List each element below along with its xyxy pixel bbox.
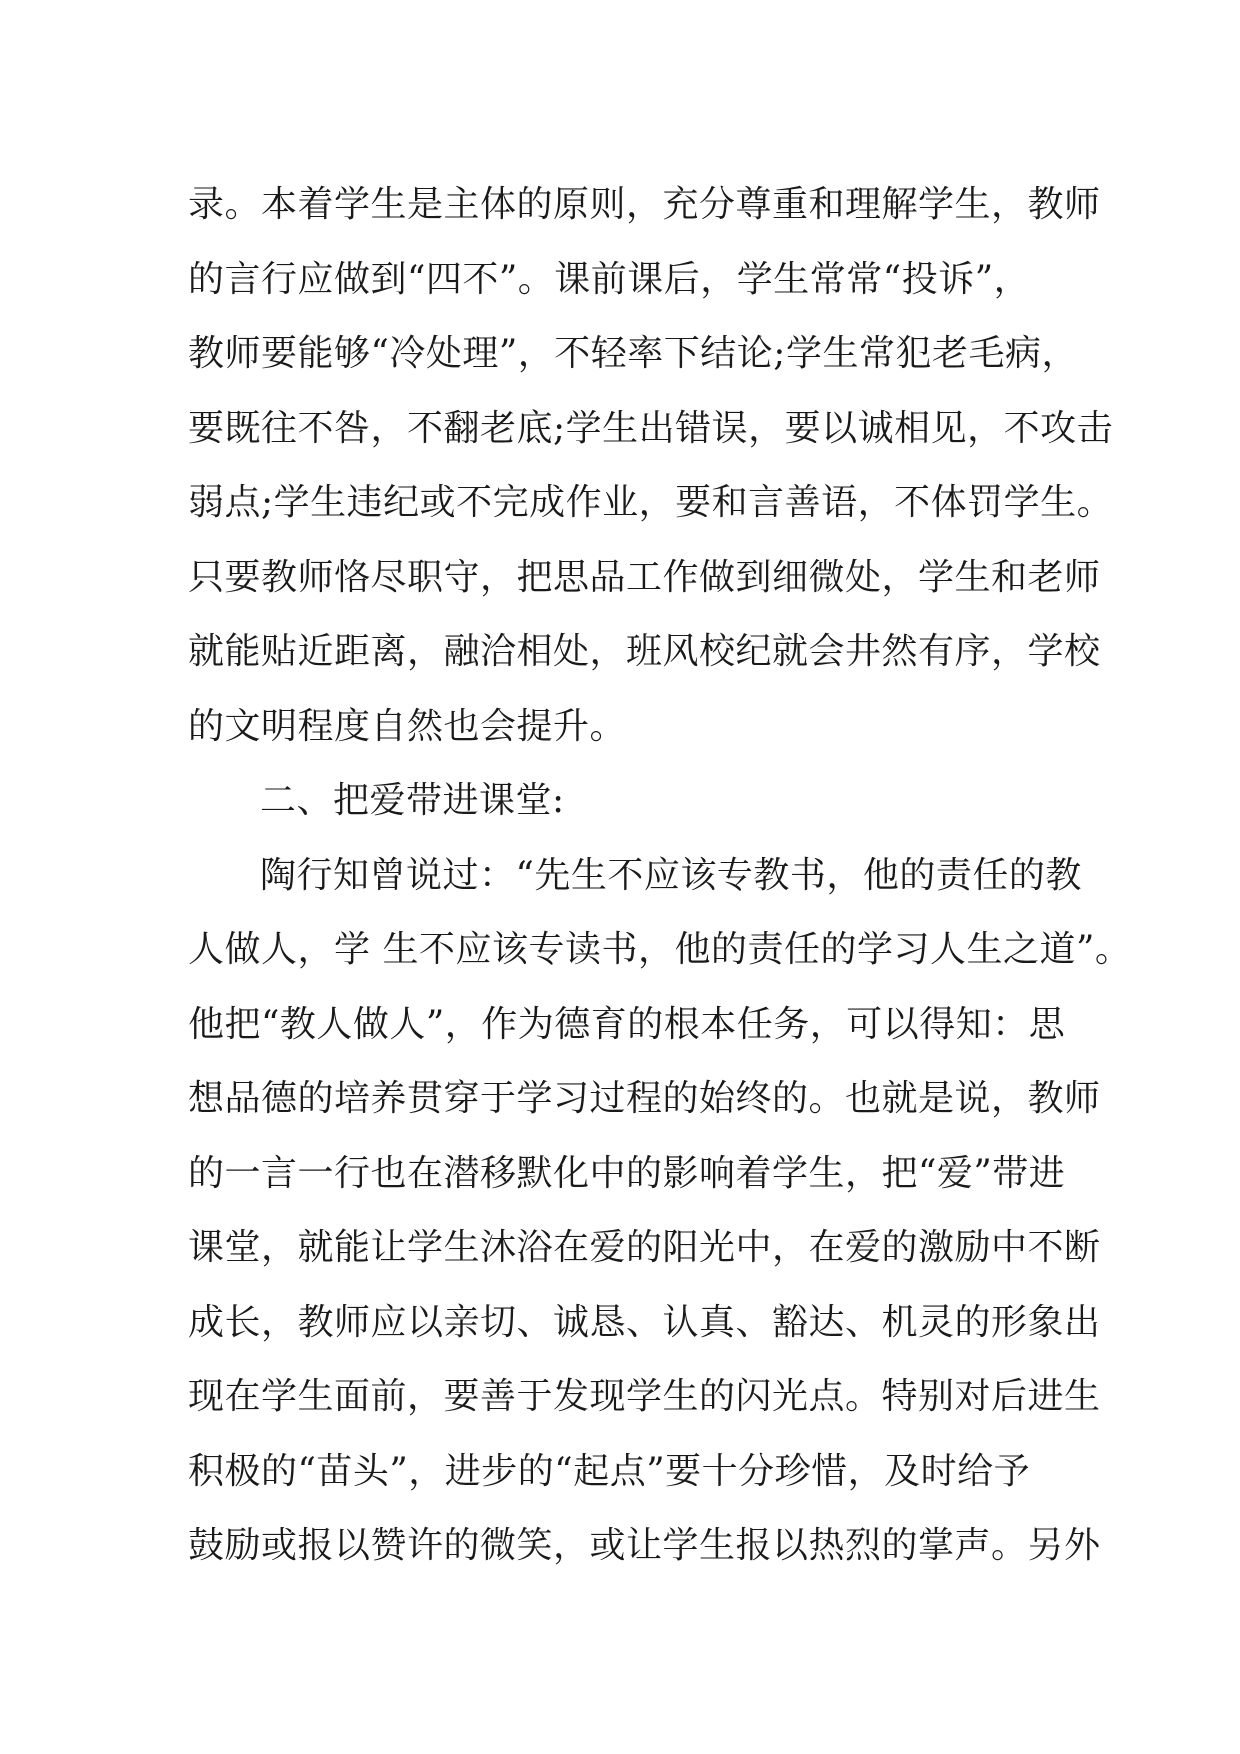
text-line: 弱点;学生违纪或不完成作业，要和言善语，不体罚学生。 — [188, 482, 1114, 523]
body-text — [188, 168, 1132, 1584]
text-line: 的文明程度自然也会提升。 — [188, 705, 627, 747]
text-line: 录。本着学生是主体的原则，充分尊重和理解学生，教师 — [188, 184, 1101, 225]
text-line: 成长，教师应以亲切、诚恳、认真、豁达、机灵的形象出 — [188, 1301, 1101, 1343]
text-line: 要既往不咎，不翻老底;学生出错误，要以诚相见，不攻击 — [188, 407, 1114, 449]
text-line: 积极的“苗头”，进步的“起点”要十分珍惜，及时给予 — [188, 1450, 1031, 1492]
text-line: 想品德的培养贯穿于学习过程的始终的。也就是说，教师 — [188, 1078, 1101, 1119]
text-line: 的言行应做到“四不”。课前课后，学生常常“投诉”， — [188, 258, 1031, 300]
text-line: 现在学生面前，要善于发现学生的闪光点。特别对后进生 — [188, 1376, 1101, 1417]
text-line: 的一言一行也在潜移默化中的影响着学生，把“爱”带进 — [188, 1152, 1066, 1194]
text-line: 他把“教人做人”，作为德育的根本任务，可以得知：思 — [188, 1003, 1066, 1045]
text-line: 教师要能够“冷处理”，不轻率下结论;学生常犯老毛病， — [188, 333, 1078, 374]
text-line: 只要教师恪尽职守，把思品工作做到细微处，学生和老师 — [188, 556, 1101, 598]
text-line: 就能贴近距离，融洽相处，班风校纪就会井然有序，学校 — [188, 631, 1101, 672]
section-heading: 二、把爱带进课堂: — [260, 780, 565, 821]
text-line: 鼓励或报以赞许的微笑，或让学生报以热烈的掌声。另外 — [188, 1525, 1101, 1566]
text-line: 人做人，学 生不应该专读书，他的责任的学习人生之道”。 — [188, 929, 1132, 970]
text-line: 课堂，就能让学生沐浴在爱的阳光中，在爱的激励中不断 — [188, 1227, 1101, 1268]
paragraph-start-line: 陶行知曾说过：“先生不应该专教书，他的责任的教 — [260, 854, 1082, 896]
